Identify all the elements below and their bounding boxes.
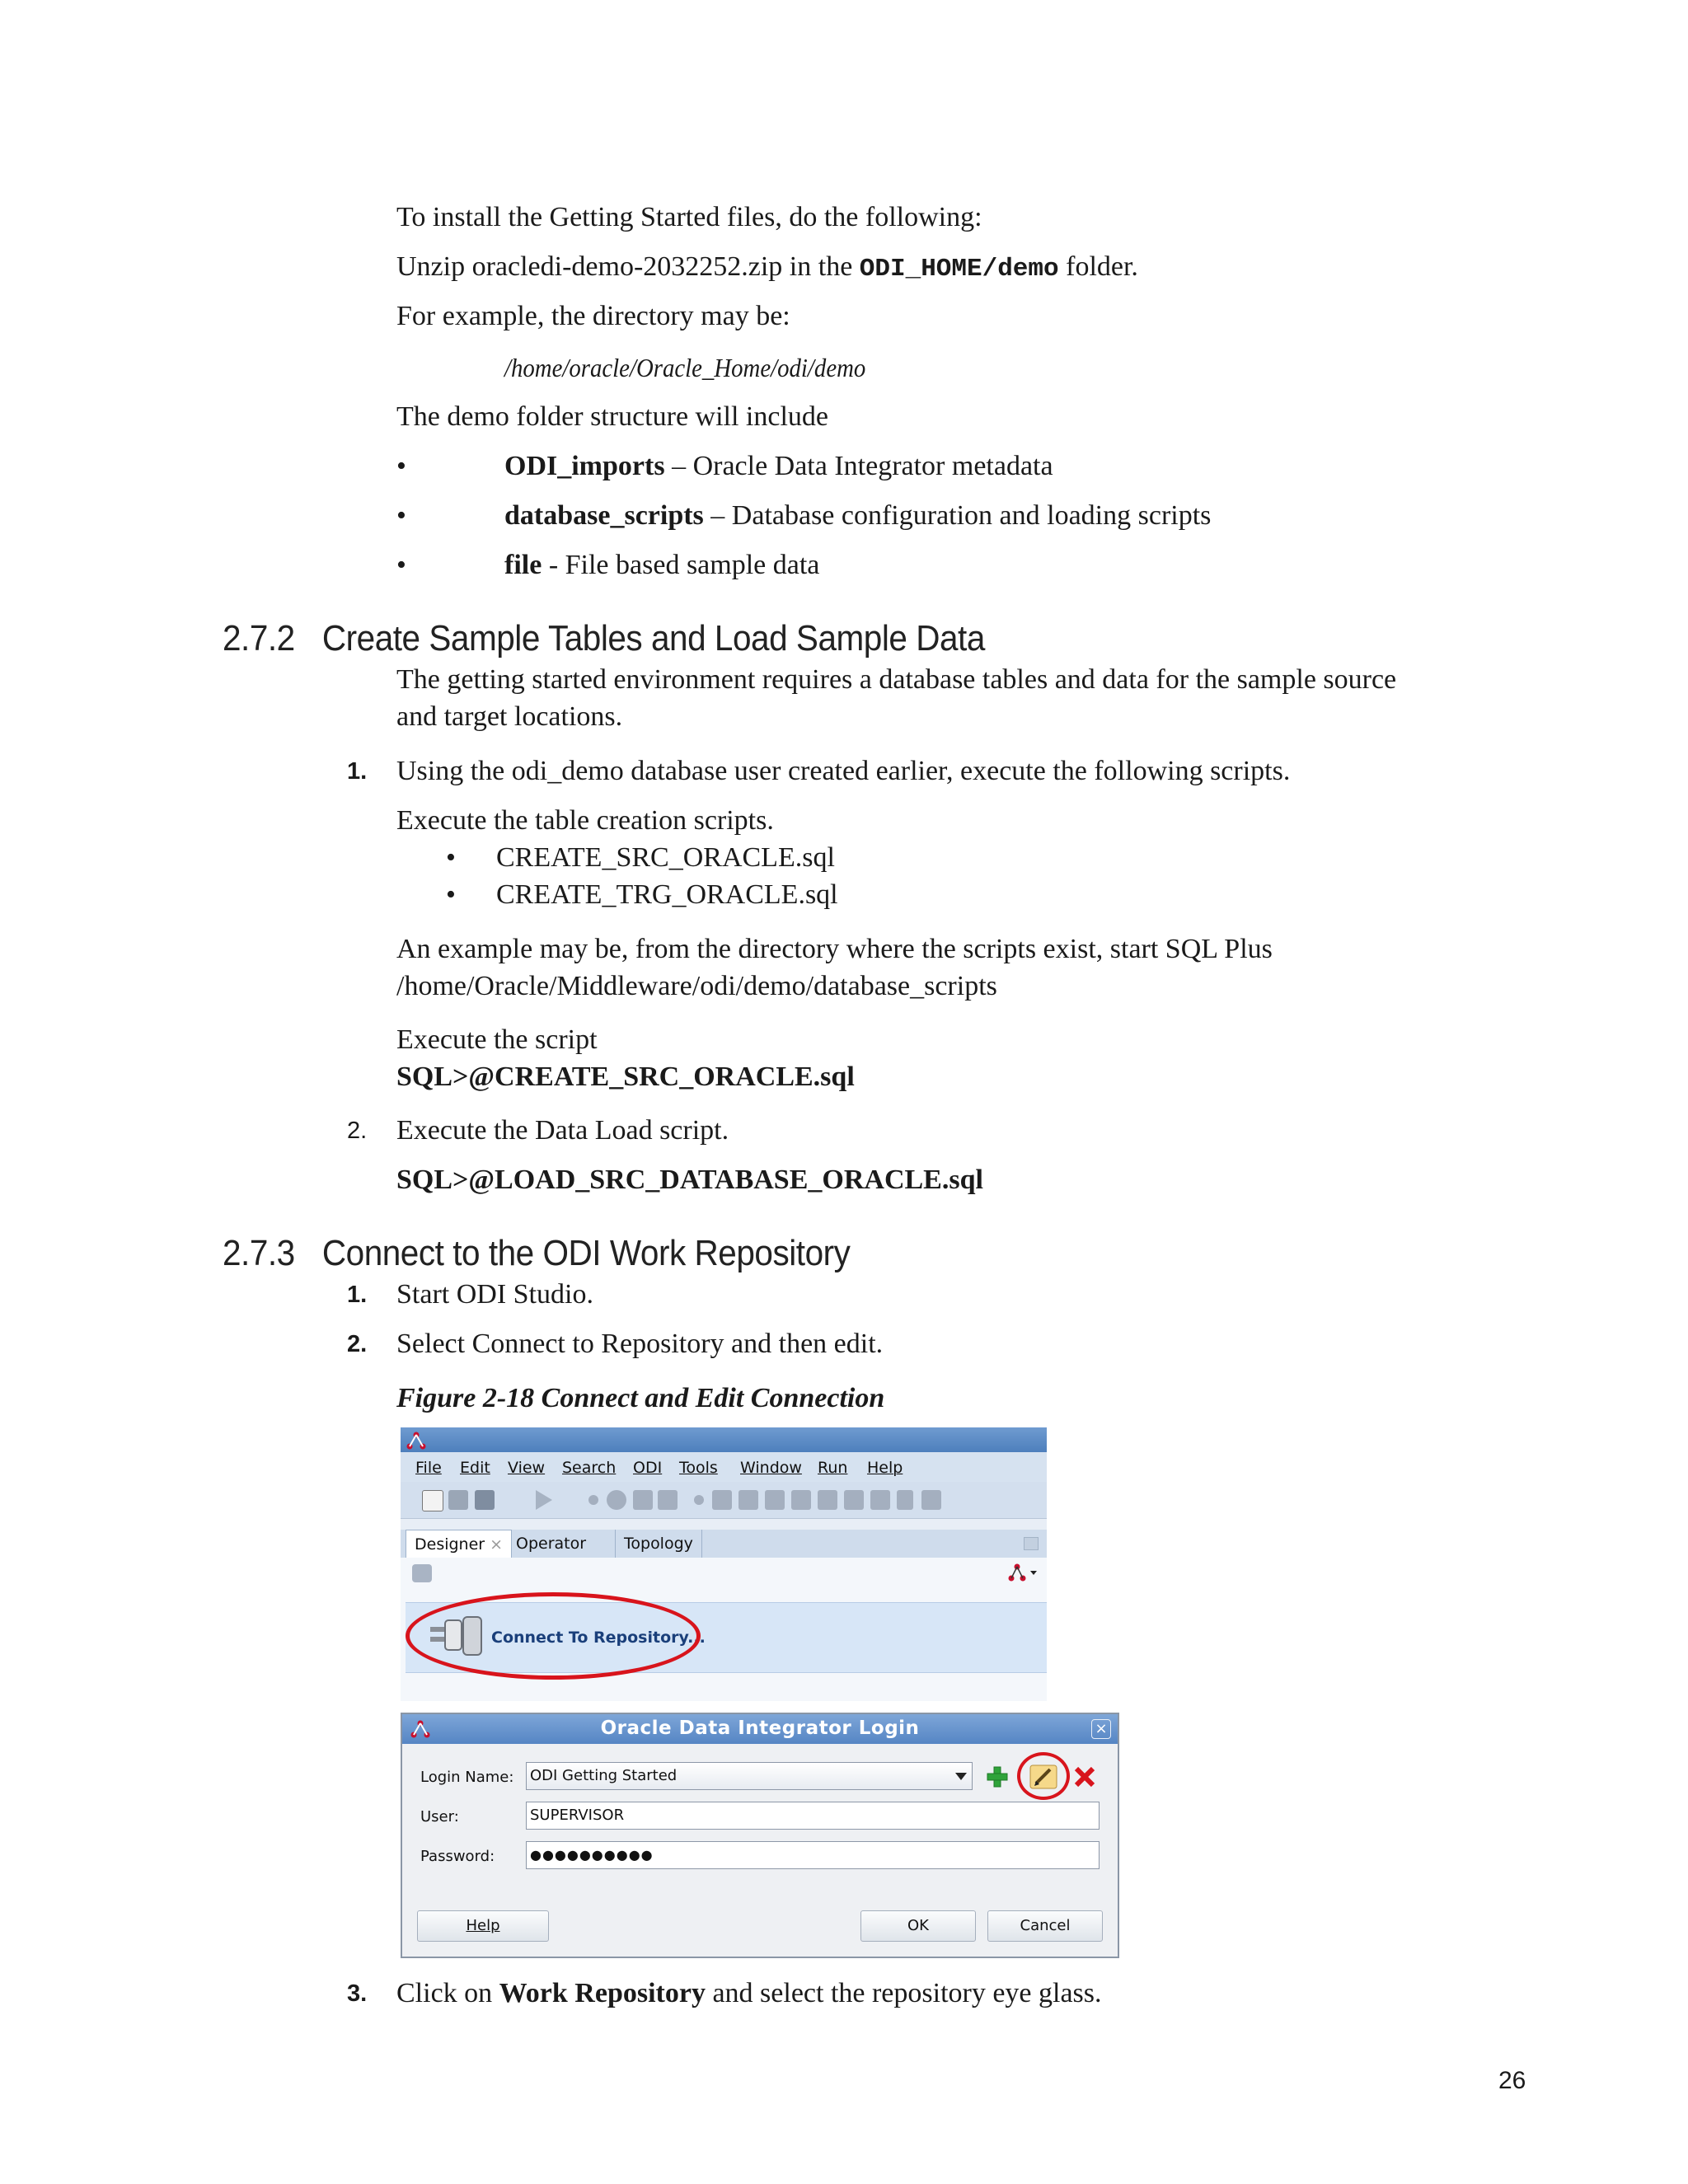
stop-icon[interactable]: [921, 1490, 941, 1510]
example-line-1: An example may be, from the directory where the scripts exist, start SQL Plus: [396, 934, 1273, 964]
window-titlebar: [401, 1427, 1047, 1452]
intro-line-4: The demo folder structure will include: [396, 401, 828, 432]
login-name-label: Login Name:: [420, 1769, 514, 1786]
step-number: 3.: [347, 1980, 368, 2007]
login-name-select[interactable]: [526, 1762, 973, 1790]
odi-login-dialog: [401, 1713, 1119, 1958]
menu-bar: [401, 1452, 1047, 1482]
step-text: Start ODI Studio.: [396, 1279, 593, 1310]
folder-desc: - File based sample data: [542, 550, 820, 580]
odi-connect-menu-icon[interactable]: [1007, 1563, 1040, 1582]
gear-icon[interactable]: [607, 1490, 626, 1510]
save-all-icon[interactable]: [475, 1490, 495, 1510]
step3-text: [396, 1975, 1102, 2012]
tool-icon[interactable]: [791, 1490, 811, 1510]
section-heading-2-7-3: [223, 1230, 850, 1277]
execute-label: Execute the script: [396, 1024, 598, 1055]
section-title: Create Sample Tables and Load Sample Data: [321, 618, 985, 658]
intro-line-2-suffix: folder.: [1058, 251, 1138, 282]
step3-prefix: Click on: [396, 1978, 499, 2008]
bullet-icon: •: [396, 451, 406, 481]
tab-designer[interactable]: [406, 1530, 512, 1558]
tab-label: Operator: [516, 1535, 587, 1553]
bullet-icon: •: [446, 842, 456, 873]
menu-edit[interactable]: Edit: [460, 1459, 490, 1477]
tab-label: Designer: [415, 1535, 485, 1554]
tab-label: Topology: [624, 1535, 693, 1553]
tool-icon[interactable]: [658, 1490, 678, 1510]
step-number: 2.: [347, 1118, 368, 1144]
menu-window[interactable]: Window: [740, 1459, 802, 1477]
tool-icon[interactable]: [844, 1490, 864, 1510]
intro-line-2: [396, 249, 1138, 288]
section-number: 2.7.2: [223, 618, 295, 658]
section-heading-2-7-2: [223, 616, 985, 662]
ok-button[interactable]: OK: [860, 1910, 976, 1942]
dialog-titlebar: [402, 1714, 1118, 1744]
load-command: SQL>@LOAD_SRC_DATABASE_ORACLE.sql: [396, 1165, 983, 1195]
section1-para-line-1: The getting started environment requires a database tables and data for the sample source: [396, 664, 1397, 695]
step1-text: Using the odi_demo database user created earlier, execute the following scripts.: [396, 756, 1291, 786]
connect-to-repository-label[interactable]: Connect To Repository...: [491, 1629, 706, 1647]
save-icon[interactable]: [448, 1490, 468, 1510]
section-title: Connect to the ODI Work Repository: [321, 1233, 851, 1273]
delete-icon[interactable]: [1073, 1765, 1096, 1788]
intro-line-2-prefix: Unzip oracledi-demo-2032252.zip in the: [396, 251, 860, 282]
menu-file[interactable]: File: [415, 1459, 442, 1477]
menu-view[interactable]: View: [508, 1459, 546, 1477]
toolbar: [401, 1482, 1047, 1519]
folder-term: database_scripts: [504, 500, 704, 531]
cancel-button[interactable]: Cancel: [987, 1910, 1103, 1942]
navigator-tabs: [401, 1530, 1047, 1558]
step3-suffix: and select the repository eye glass.: [705, 1978, 1102, 2008]
close-icon[interactable]: ×: [490, 1535, 504, 1554]
tab-operator[interactable]: [508, 1530, 594, 1558]
step-number: 1.: [347, 758, 368, 785]
password-label: Password:: [420, 1848, 495, 1865]
step-text: Select Connect to Repository and then edit.: [396, 1329, 884, 1359]
step2-text: Execute the Data Load script.: [396, 1115, 729, 1146]
folder-term: ODI_imports: [504, 451, 665, 481]
execute-command: SQL>@CREATE_SRC_ORACLE.sql: [396, 1062, 855, 1092]
tool-icon[interactable]: [694, 1495, 704, 1505]
folder-term: file: [504, 550, 542, 580]
help-button[interactable]: Help: [417, 1910, 549, 1942]
run-icon[interactable]: [536, 1490, 552, 1510]
page-number: 26: [1498, 2067, 1526, 2094]
script-item: CREATE_SRC_ORACLE.sql: [496, 842, 835, 873]
debug-icon[interactable]: [588, 1495, 598, 1505]
minimize-icon[interactable]: [1024, 1537, 1039, 1550]
login-name-value: ODI Getting Started: [530, 1767, 678, 1784]
folder-desc: – Oracle Data Integrator metadata: [664, 451, 1053, 481]
step3-bold: Work Repository: [499, 1978, 706, 2008]
script-item: CREATE_TRG_ORACLE.sql: [496, 879, 838, 910]
section1-para-line-2: and target locations.: [396, 701, 623, 732]
new-icon[interactable]: [422, 1490, 443, 1511]
odi-studio-screenshot: [401, 1427, 1047, 1701]
add-icon[interactable]: [986, 1765, 1009, 1788]
step-number: 1.: [347, 1282, 368, 1308]
example-directory-path: /home/oracle/Oracle_Home/odi/demo: [504, 353, 866, 382]
password-input[interactable]: ●●●●●●●●●●: [526, 1841, 1100, 1869]
menu-odi[interactable]: ODI: [633, 1459, 663, 1477]
user-label: User:: [420, 1808, 459, 1825]
refresh-icon[interactable]: [412, 1564, 432, 1582]
folder-item-odi-imports: [504, 448, 1053, 485]
user-input[interactable]: SUPERVISOR: [526, 1802, 1100, 1830]
highlight-circle: [406, 1592, 701, 1680]
highlight-circle: [1017, 1752, 1070, 1800]
close-icon[interactable]: ×: [1091, 1719, 1111, 1739]
pause-icon[interactable]: [897, 1490, 913, 1510]
step1-subtext: Execute the table creation scripts.: [396, 805, 774, 836]
figure-caption: Figure 2-18 Connect and Edit Connection: [396, 1383, 885, 1413]
bullet-icon: •: [446, 879, 456, 910]
tool-icon[interactable]: [818, 1490, 837, 1510]
tool-icon[interactable]: [712, 1490, 732, 1510]
menu-help[interactable]: Help: [867, 1459, 903, 1477]
menu-tools[interactable]: Tools: [679, 1459, 718, 1477]
intro-line-1: To install the Getting Started files, do the following:: [396, 202, 982, 232]
menu-search[interactable]: Search: [562, 1459, 617, 1477]
bullet-icon: •: [396, 550, 406, 580]
tool-icon[interactable]: [765, 1490, 785, 1510]
folder-desc: – Database configuration and loading scripts: [703, 500, 1212, 531]
folder-item-database-scripts: [504, 498, 1211, 534]
step-number: 2.: [347, 1331, 368, 1357]
tool-icon[interactable]: [870, 1490, 890, 1510]
section-number: 2.7.3: [223, 1233, 295, 1273]
tool-icon[interactable]: [738, 1490, 758, 1510]
tool-icon[interactable]: [633, 1490, 653, 1510]
odi-home-path-code: ODI_HOME/demo: [859, 255, 1059, 284]
odi-logo-icon: [406, 1431, 427, 1451]
intro-line-3: For example, the directory may be:: [396, 301, 790, 331]
dialog-title: Oracle Data Integrator Login: [600, 1718, 920, 1739]
folder-item-file: [504, 547, 819, 583]
bullet-icon: •: [396, 500, 406, 531]
menu-run[interactable]: Run: [818, 1459, 848, 1477]
tab-topology[interactable]: [615, 1530, 702, 1558]
chevron-down-icon: [955, 1773, 967, 1780]
example-line-2: /home/Oracle/Middleware/odi/demo/database_scripts: [396, 971, 997, 1001]
